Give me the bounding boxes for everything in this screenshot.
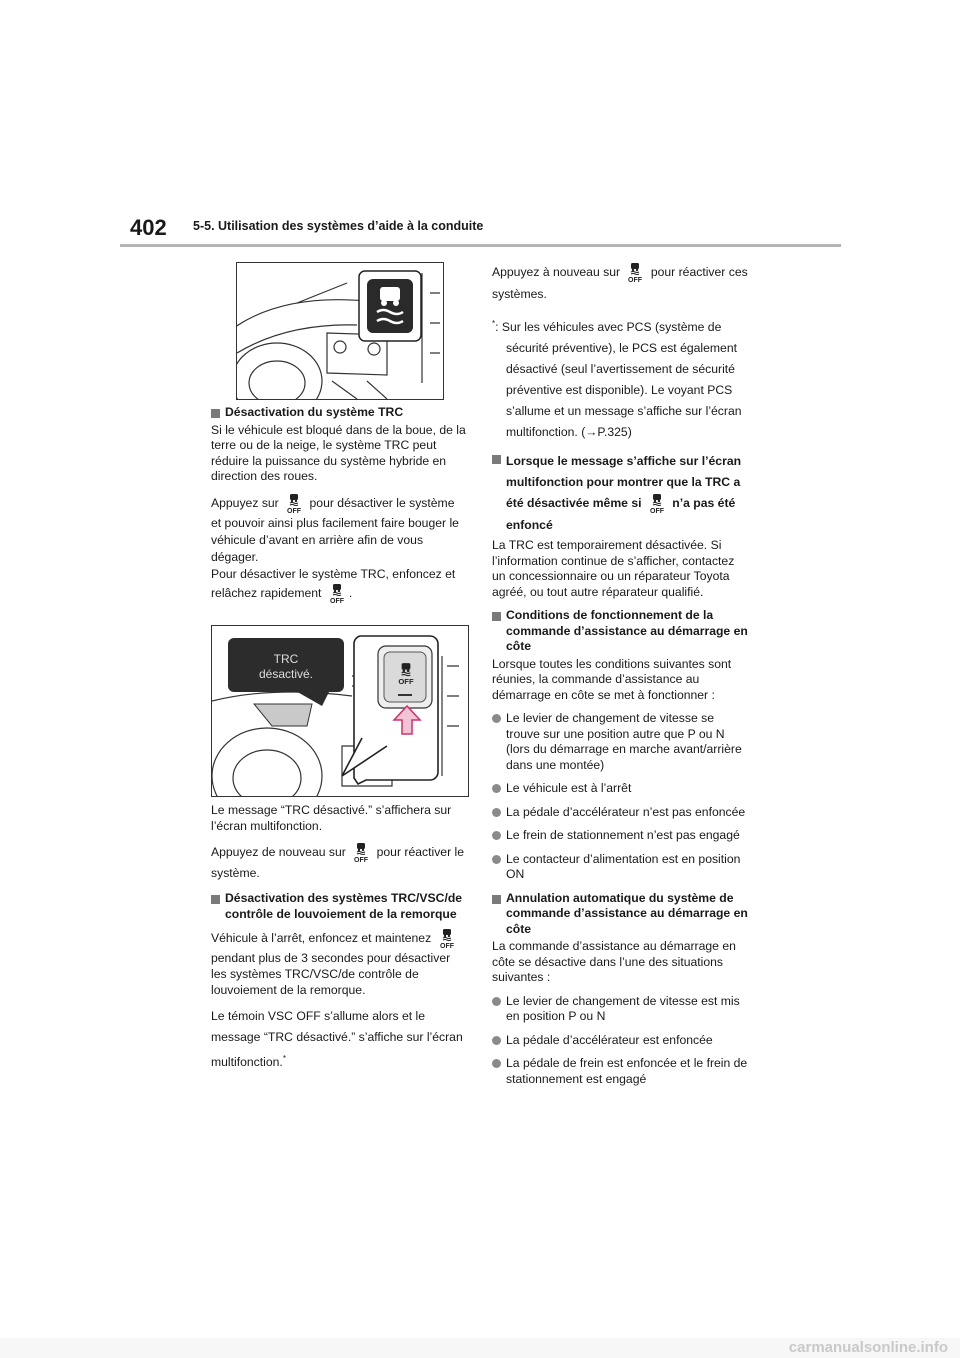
paragraph: Lorsque toutes les conditions suivantes sont réunies, la commande d’assistance au démarrage en côte se met à fonctionner : <box>492 656 732 702</box>
section-title: Désactivation du système TRC <box>211 405 467 421</box>
trc-off-icon <box>285 493 303 515</box>
paragraph: Véhicule à l’arrêt, enfoncez et maintenez pendant plus de 3 secondes pour désactiver les systèmes TRC/VSC/de contrôle de louvoiement de la remorque. <box>211 928 467 998</box>
page-number: 402 <box>130 215 167 240</box>
trc-off-icon <box>328 583 346 605</box>
left-column <box>211 405 467 613</box>
trc-off-icon <box>397 662 415 686</box>
list-item: Le levier de changement de vitesse est mis en position P ou N <box>492 994 748 1025</box>
paragraph: Le témoin VSC OFF s’allume alors et le message “TRC désactivé.” s’affiche sur l’écran multifonction.* <box>211 1009 463 1070</box>
footer <box>0 1338 960 1358</box>
section-title: Lorsque le message s’affiche sur l’écran multifonction pour montrer que la TRC a été désactivée même si n’a pas été enfoncé <box>492 451 748 536</box>
right-column <box>492 262 748 1095</box>
paragraph: La TRC est temporairement désactivée. Si l’information continue de s’afficher, contactez un concessionnaire ou un réparateur Toyota agréé, ou tout autre réparateur qualifié. <box>492 538 735 599</box>
list-item: Le véhicule est à l’arrêt <box>492 781 748 797</box>
dashboard-illustration-2 <box>211 625 469 797</box>
trc-off-icon <box>438 928 456 950</box>
trc-off-icon <box>626 262 644 284</box>
bubble-text-2: désactivé. <box>258 667 314 681</box>
paragraph: Appuyez de nouveau sur pour réactiver le système. <box>211 842 467 883</box>
trc-off-icon <box>352 842 370 864</box>
dashboard-illustration-1 <box>236 262 444 400</box>
list-item: La pédale d’accélérateur n’est pas enfoncée <box>492 805 748 821</box>
list-item: Le contacteur d’alimentation est en position ON <box>492 852 748 883</box>
trc-off-icon <box>648 493 666 515</box>
footnote: *: Sur les véhicules avec PCS (système de sécurité préventive), le PCS est également désactivé (seul l’avertissement de sécurité préventive est disponible). Le voyant PCS s’allume et un message s’affiche sur l’écran multifonction. (→P.325) <box>492 319 742 440</box>
list-item: Le frein de stationnement n’est pas engagé <box>492 828 748 844</box>
list-item: La pédale d’accélérateur est enfoncée <box>492 1033 748 1049</box>
paragraph: Appuyez sur pour désactiver le système et pouvoir ainsi plus facilement faire bouger le véhicule d’avant en arrière afin de vous dégager. Pour désactiver le système TRC, enfoncez et relâchez rapidement . <box>211 493 467 605</box>
trc-indicator-icon <box>367 279 413 333</box>
bubble-text-1: TRC <box>273 652 299 666</box>
section-title: Désactivation des systèmes TRC/VSC/de contrôle de louvoiement de la remorque <box>211 891 467 922</box>
arrow-up-icon <box>392 704 422 736</box>
paragraph: La commande d’assistance au démarrage en côte se désactive dans l’une des situations suivantes : <box>492 939 736 985</box>
list-item: La pédale de frein est enfoncée et le frein de stationnement est engagé <box>492 1056 748 1087</box>
paragraph: Appuyez à nouveau sur pour réactiver ces systèmes. <box>492 262 748 305</box>
list-item: Le levier de changement de vitesse se trouve sur une position autre que P ou N (lors du démarrage en marche avant/arrière dans une montée) <box>492 711 748 773</box>
section-header: 5-5. Utilisation des systèmes d’aide à la conduite <box>193 219 484 233</box>
watermark: carmanualsonline.info <box>788 1339 948 1356</box>
paragraph: Si le véhicule est bloqué dans de la boue, de la terre ou de la neige, le système TRC peut réduire la puissance du système hybride en direction des roues. <box>211 422 466 483</box>
left-column-continued <box>211 803 467 1081</box>
header-rule <box>120 244 841 247</box>
section-title: Conditions de fonctionnement de la commande d’assistance au démarrage en côte <box>492 608 748 655</box>
section-title: Annulation automatique du système de commande d’assistance au démarrage en côte <box>492 891 748 938</box>
paragraph: Le message “TRC désactivé.” s’affichera sur l’écran multifonction. <box>211 803 452 833</box>
